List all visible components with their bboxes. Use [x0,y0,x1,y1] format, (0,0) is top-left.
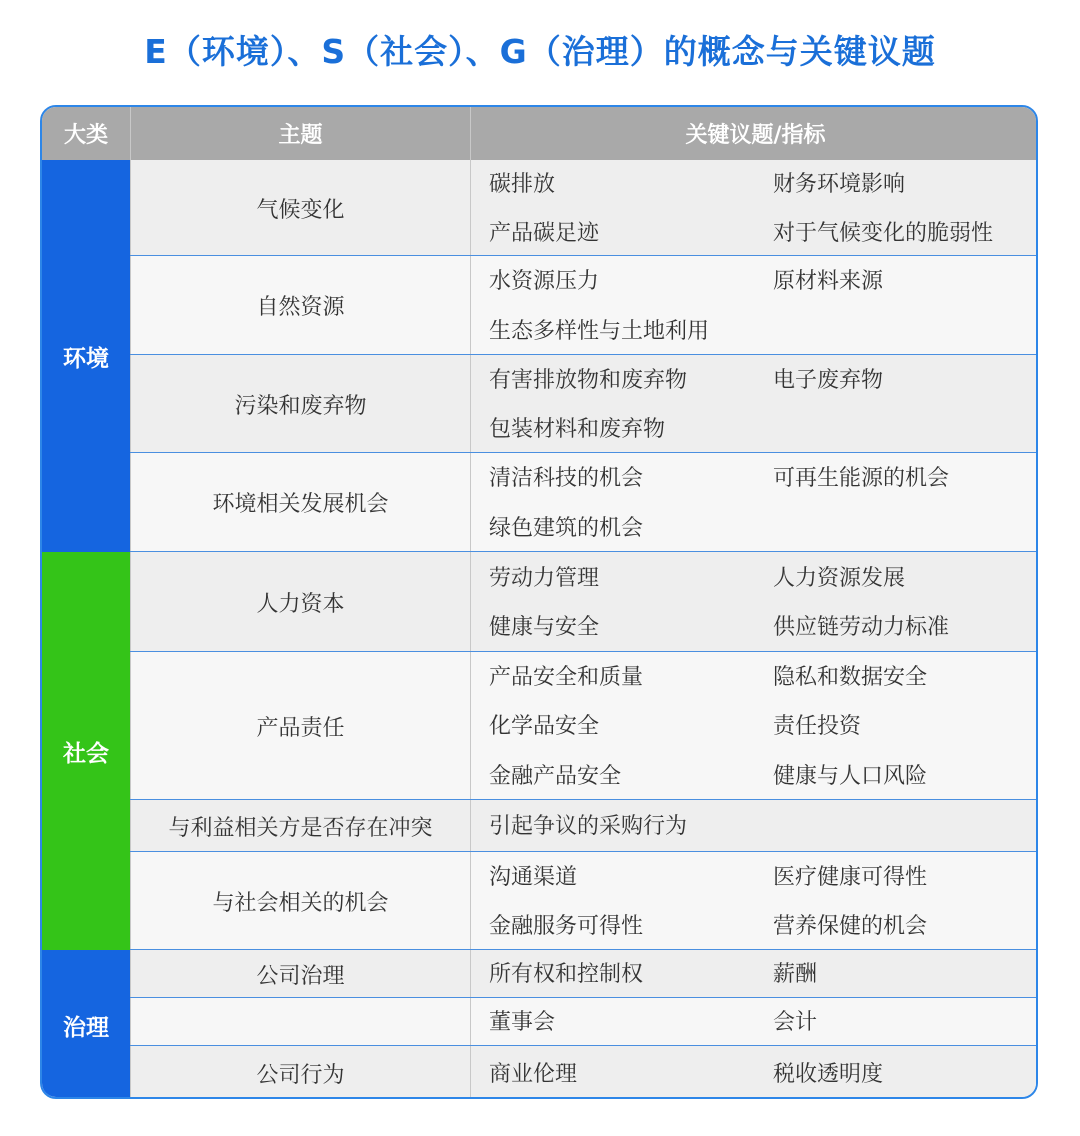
issues-cell [470,160,1038,256]
category-cell: 社会 [42,552,130,950]
issue-item: 产品安全和质量 [489,665,644,691]
issue-item: 金融服务可得性 [489,914,644,939]
issue-item: 包装材料和废弃物 [489,417,666,442]
issues-cell [470,800,1038,852]
category-cell: 治理 [42,950,130,1099]
issue-item: 劳动力管理 [489,565,600,591]
issue-item: 隐私和数据安全 [773,665,928,691]
issue-item: 水资源压力 [489,269,600,295]
issue-item: 健康与安全 [489,615,600,640]
topic-cell: 公司治理 [130,950,470,998]
issue-item: 清洁科技的机会 [489,466,644,492]
issues-cell [470,998,1038,1046]
issue-item: 生态多样性与土地利用 [489,318,710,344]
issues-cell [470,552,1038,652]
issue-item: 财务环境影响 [773,171,906,197]
header-issues: 关键议题/指标 [470,107,1038,160]
issues-cell [470,355,1038,453]
issues-cell [470,852,1038,950]
topic-cell: 与利益相关方是否存在冲突 [130,800,470,852]
issue-item: 对于气候变化的脆弱性 [773,221,994,246]
topic-cell: 产品责任 [130,652,470,800]
issue-item: 责任投资 [773,714,862,740]
esg-table [40,105,1038,1099]
topic-cell: 污染和废弃物 [130,355,470,453]
topic-cell: 公司行为 [130,1046,470,1099]
issue-item: 人力资源发展 [773,565,906,591]
topic-cell: 自然资源 [130,256,470,355]
issues-cell [470,256,1038,355]
issue-item: 引起争议的采购行为 [489,814,688,840]
issue-item: 商业伦理 [489,1061,578,1087]
issues-cell [470,950,1038,998]
issue-item: 绿色建筑的机会 [489,515,644,541]
issue-item: 董事会 [489,1010,556,1036]
issue-item: 医疗健康可得性 [773,864,928,890]
topic-cell [130,998,470,1046]
issue-item: 所有权和控制权 [489,962,644,988]
issue-item: 税收透明度 [773,1061,884,1087]
issues-cell [470,453,1038,552]
topic-cell: 气候变化 [130,160,470,256]
issue-item: 原材料来源 [773,269,884,295]
header-topic: 主题 [130,107,470,160]
issue-item: 健康与人口风险 [773,763,928,789]
issue-item: 可再生能源的机会 [773,466,950,492]
issue-item: 营养保健的机会 [773,914,928,939]
issue-item: 有害排放物和废弃物 [489,367,688,393]
issue-item: 化学品安全 [489,714,600,740]
page-title: E（环境）、S（社会）、G（治理）的概念与关键议题 [144,32,936,71]
issue-item: 产品碳足迹 [489,221,600,246]
topic-cell: 与社会相关的机会 [130,852,470,950]
issue-item: 薪酬 [773,962,818,988]
issue-item: 供应链劳动力标准 [773,615,950,640]
issue-item: 电子废弃物 [773,367,884,393]
issue-item: 会计 [773,1010,818,1036]
header-category: 大类 [42,107,130,160]
category-cell: 环境 [42,160,130,552]
issues-cell [470,1046,1038,1099]
issue-item: 碳排放 [489,171,556,197]
topic-cell: 人力资本 [130,552,470,652]
issue-item: 金融产品安全 [489,763,622,789]
issue-item: 沟通渠道 [489,864,578,890]
issues-cell [470,652,1038,800]
topic-cell: 环境相关发展机会 [130,453,470,552]
